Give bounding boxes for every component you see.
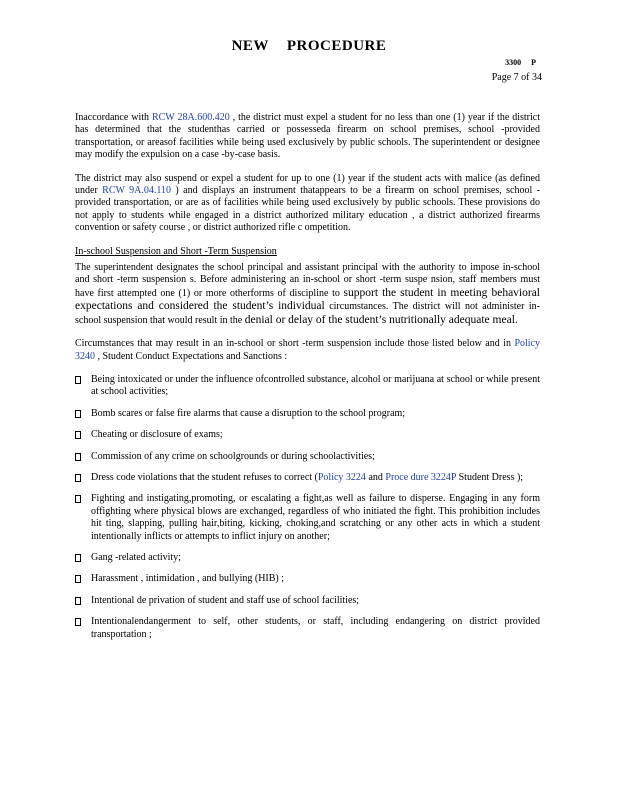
paragraph-text: ) and displays an instrument thatappears to be a firearm on school premises, school -provided transportation, or are as of facilities while being used exclusively by public schools. These provisions do not apply to students while engaged in a district authorized military education , a district authorized firearms convention or safety course , or district authorized rifle c ompetition. <box>75 185 540 234</box>
expulsion-paragraph <box>75 112 540 162</box>
list-item <box>75 595 540 607</box>
list-item-text: Commission of any crime on schoolgrounds or during schoolactivities; <box>91 450 375 462</box>
bullet-box-icon <box>75 453 81 461</box>
policy-3240-link[interactable]: Policy 3240 <box>75 338 540 362</box>
list-item-text: Being intoxicated or under the influence ofcontrolled substance, alcohol or marijuana at school or while present at school activities; <box>91 373 540 398</box>
document-body <box>75 112 540 650</box>
bullet-box-icon <box>75 376 81 384</box>
bullet-box-icon <box>75 618 81 626</box>
paragraph-text: Inaccordance with <box>75 112 152 123</box>
list-item <box>75 552 540 564</box>
rcw-28a-600-420-link[interactable]: RCW 28A.600.420 <box>151 112 230 123</box>
procedure-3224p-link[interactable]: Proce dure 3224P <box>385 471 457 483</box>
circumstances-list <box>75 374 540 641</box>
paragraph-text: , Student Conduct Expectations and Sanctions : <box>95 350 288 362</box>
list-item-text: Dress code violations that the student refuses to correct ( <box>91 471 318 483</box>
list-item <box>75 408 540 420</box>
bullet-box-icon <box>75 495 81 503</box>
bullet-box-icon <box>75 410 81 418</box>
list-item-text: Bomb scares or false fire alarms that cause a disruption to the school program; <box>91 407 406 419</box>
bullet-box-icon <box>75 554 81 562</box>
bullet-box-icon <box>75 474 81 482</box>
list-item-text: Harassment , intimidation , and bullying (HIB) ; <box>91 573 285 585</box>
page-number: Page 7 of 34 <box>491 72 542 83</box>
paragraph-text: The superintendent designates the school principal and assistant principal with the authority to impose in-school and short -term suspension s. Before administering an in-school or short -term suspe nsion, staff members must have first attempted one (1) or more otherforms of discipline to <box>75 262 540 299</box>
list-item <box>75 493 540 543</box>
circumstances-paragraph <box>75 338 540 363</box>
list-item-text: Intentionalendangerment to self, other students, or staff, including endangering on district provided transportation ; <box>91 616 540 640</box>
list-item <box>75 374 540 399</box>
paragraph-text: circumstances. The district will not administer in-school suspension that would result in the <box>75 301 541 326</box>
list-item-text: Gang -related activity; <box>91 551 181 563</box>
list-item <box>75 472 540 484</box>
document-title: NEW PROCEDURE <box>231 38 387 54</box>
list-item-text: Student Dress ); <box>456 471 524 483</box>
list-item-text: Cheating or disclosure of exams; <box>91 429 223 441</box>
bullet-box-icon <box>75 597 81 605</box>
list-item <box>75 616 540 641</box>
list-item-text: Fighting and instigating,promoting, or escalating a fight,as well as failure to disperse. Engaging in any form offighting where physical blows are exchanged, regardless of who initiated the fight. This prohibition includes hit ting, slapping, pulling hair,biting, kicking, choking,and scratching or any other acts in which a student intentionally inflicts or attempts to inflict injury on another; <box>91 493 540 542</box>
list-item <box>75 429 540 441</box>
rcw-9a-04-110-link[interactable]: RCW 9A.04.110 <box>102 185 172 197</box>
policy-3224-link[interactable]: Policy 3224 <box>317 471 366 483</box>
paragraph-text: , the district must expel a student for no less than one (1) year if the district has determined that the studenthas carried or possesseda firearm on school premises, school -provided transportation, or areasof facilities while being used exclusively by public schools. The superintendent or designee may modify the expulsion on a case -by-case basis. <box>75 112 540 161</box>
list-item <box>75 573 540 585</box>
paragraph-text: Circumstances that may result in an in-school or short -term suspension include those listed below and in <box>75 338 515 350</box>
bullet-box-icon <box>75 575 81 583</box>
suspension-paragraph <box>75 262 540 327</box>
inserted-text: support the student in meeting behavioral expectations and considered the student’s individual <box>75 286 540 313</box>
list-item-text: and <box>365 471 386 483</box>
list-item <box>75 451 540 463</box>
paragraph-text: The district may also suspend or expel a student for up to one (1) year if the student acts with malice (as defined under <box>75 172 540 197</box>
inserted-text: denial or delay of the student’s nutritionally adequate meal. <box>244 313 518 326</box>
malice-paragraph <box>75 173 540 235</box>
policy-number: 3300 P <box>505 58 536 67</box>
section-heading: In-school Suspension and Short -Term Suspension <box>75 245 277 257</box>
bullet-box-icon <box>75 431 81 439</box>
list-item-text: Intentional de privation of student and staff use of school facilities; <box>91 594 360 606</box>
